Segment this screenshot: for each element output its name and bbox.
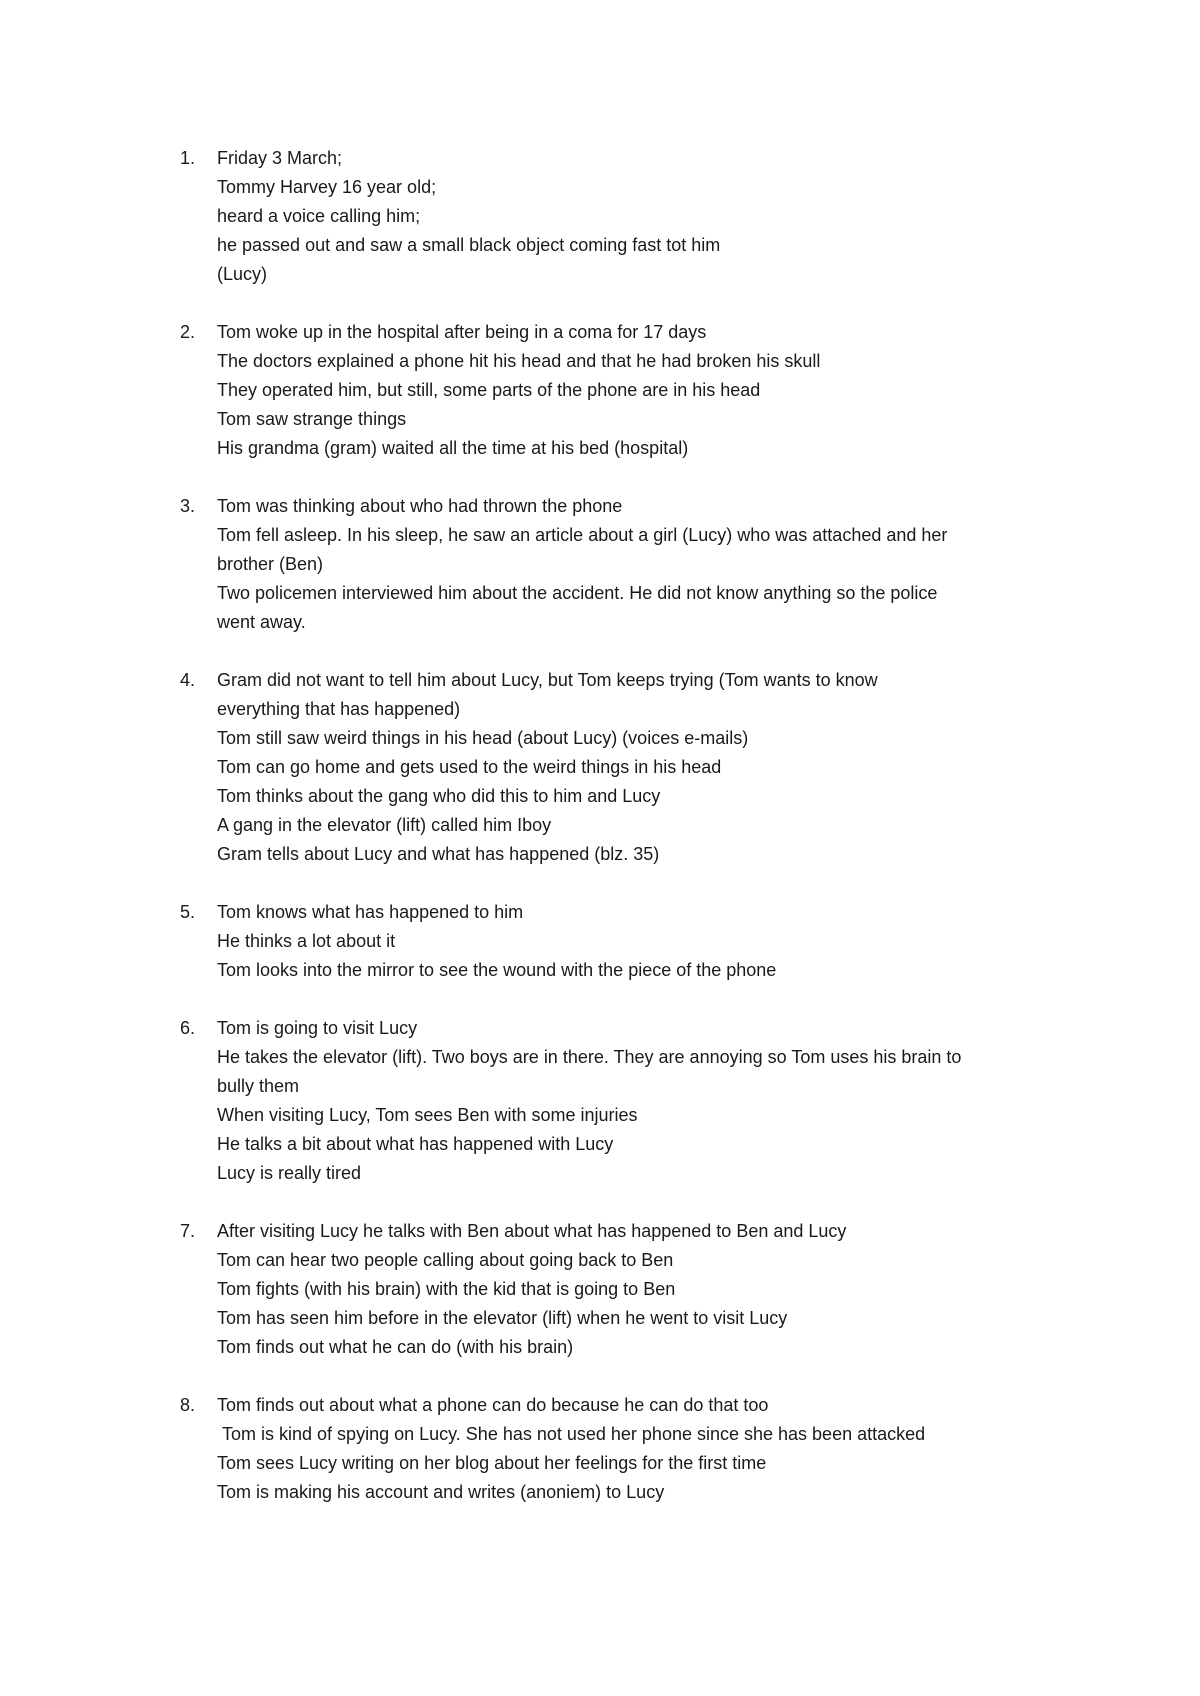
list-item-line: Tom is going to visit Lucy	[217, 1018, 418, 1038]
list-item-line: They operated him, but still, some parts of the phone are in his head	[217, 380, 761, 400]
list-item-line: Tom still saw weird things in his head (about Lucy) (voices e-mails)	[217, 728, 749, 748]
list-item-number: 1.	[180, 148, 196, 168]
list-item-lines	[217, 666, 1087, 869]
list-item	[0, 1014, 1200, 1188]
list-item-line: After visiting Lucy he talks with Ben about what has happened to Ben and Lucy	[217, 1221, 847, 1241]
list-item-line: Tom woke up in the hospital after being in a coma for 17 days	[217, 322, 707, 342]
list-item-line: brother (Ben)	[217, 554, 324, 574]
list-item-line: He takes the elevator (lift). Two boys are in there. They are annoying so Tom uses his brain to	[217, 1047, 962, 1067]
list-item-line: He thinks a lot about it	[217, 931, 396, 951]
list-item-line: Gram tells about Lucy and what has happened (blz. 35)	[217, 844, 660, 864]
list-item-line: Tom fights (with his brain) with the kid that is going to Ben	[217, 1279, 676, 1299]
list-item	[0, 1217, 1200, 1362]
list-item-number: 2.	[180, 322, 196, 342]
list-item	[0, 318, 1200, 463]
numbered-list	[0, 144, 1200, 1536]
list-item-number: 3.	[180, 496, 196, 516]
list-item-lines	[217, 1391, 1087, 1507]
list-item-line: Tom can go home and gets used to the weird things in his head	[217, 757, 722, 777]
list-item-line: Tom finds out what he can do (with his brain)	[217, 1337, 574, 1357]
list-item-line: Gram did not want to tell him about Lucy, but Tom keeps trying (Tom wants to know	[217, 670, 878, 690]
list-item-line: heard a voice calling him;	[217, 206, 421, 226]
list-item-line: Tom can hear two people calling about going back to Ben	[217, 1250, 674, 1270]
list-item-number: 5.	[180, 902, 196, 922]
list-item-line: Friday 3 March;	[217, 148, 343, 168]
list-item-line: The doctors explained a phone hit his head and that he had broken his skull	[217, 351, 821, 371]
list-item-line: Tom fell asleep. In his sleep, he saw an article about a girl (Lucy) who was attached and her	[217, 525, 948, 545]
list-item-line: When visiting Lucy, Tom sees Ben with some injuries	[217, 1105, 638, 1125]
list-item-lines	[217, 492, 1087, 637]
list-item-line: He talks a bit about what has happened with Lucy	[217, 1134, 614, 1154]
list-item-line: Lucy is really tired	[217, 1163, 362, 1183]
list-item-lines	[217, 1217, 1087, 1362]
list-item	[0, 666, 1200, 869]
list-item-line: Two policemen interviewed him about the accident. He did not know anything so the police	[217, 583, 938, 603]
list-item-line: he passed out and saw a small black object coming fast tot him	[217, 235, 721, 255]
list-item-line: Tom has seen him before in the elevator (lift) when he went to visit Lucy	[217, 1308, 788, 1328]
list-item-line: Tommy Harvey 16 year old;	[217, 177, 437, 197]
list-item-line: everything that has happened)	[217, 699, 461, 719]
list-item-lines	[217, 1014, 1087, 1188]
list-item-lines	[217, 144, 1087, 289]
list-item-line: A gang in the elevator (lift) called him Iboy	[217, 815, 552, 835]
list-item-line: bully them	[217, 1076, 300, 1096]
list-item-line: went away.	[217, 612, 306, 632]
list-item-line: Tom saw strange things	[217, 409, 407, 429]
list-item-number: 7.	[180, 1221, 196, 1241]
list-item-line: Tom thinks about the gang who did this to him and Lucy	[217, 786, 661, 806]
list-item-lines	[217, 318, 1087, 463]
list-item-line: (Lucy)	[217, 264, 268, 284]
list-item-number: 6.	[180, 1018, 196, 1038]
list-item-line: Tom sees Lucy writing on her blog about her feelings for the first time	[217, 1453, 767, 1473]
list-item	[0, 898, 1200, 985]
list-item	[0, 1391, 1200, 1507]
list-item-line: Tom is making his account and writes (anoniem) to Lucy	[217, 1482, 665, 1502]
list-item-line: Tom finds out about what a phone can do because he can do that too	[217, 1395, 769, 1415]
list-item	[0, 492, 1200, 637]
list-item-line: His grandma (gram) waited all the time at his bed (hospital)	[217, 438, 689, 458]
list-item-line: Tom was thinking about who had thrown the phone	[217, 496, 623, 516]
list-item-lines	[217, 898, 1087, 985]
list-item-line: Tom looks into the mirror to see the wound with the piece of the phone	[217, 960, 777, 980]
list-item	[0, 144, 1200, 289]
list-item-line: Tom knows what has happened to him	[217, 902, 524, 922]
list-item-number: 4.	[180, 670, 196, 690]
list-item-line: Tom is kind of spying on Lucy. She has not used her phone since she has been attacked	[217, 1424, 926, 1444]
list-item-number: 8.	[180, 1395, 196, 1415]
